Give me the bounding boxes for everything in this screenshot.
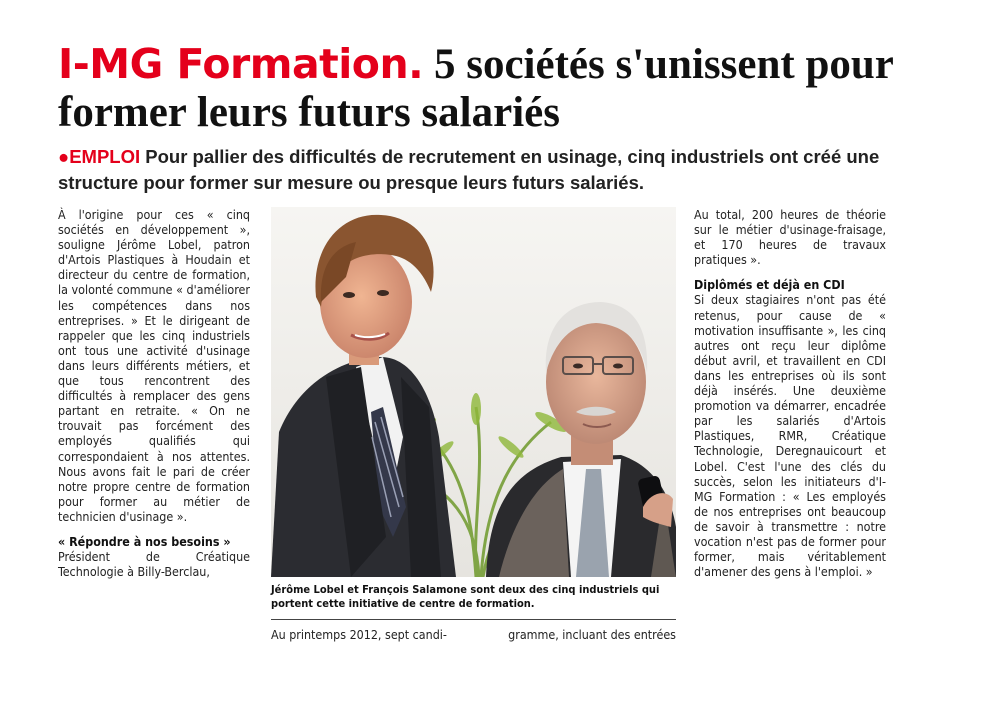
column2-bottom-right: gramme, incluant des entrées [508,627,676,642]
article-lead [58,144,888,196]
caption-divider [271,619,676,620]
lead-text: Pour pallier des difficultés de recrutement en usinage, cinq industriels ont créé une structure pour former sur mesure ou presque leurs futurs salariés. [58,146,880,193]
text-column-2-bottom [271,627,676,642]
lead-kicker: EMPLOI [69,146,141,167]
column1-subhead: « Répondre à nos besoins » [58,533,231,549]
column3-subhead: Diplômés et déjà en CDI [694,277,845,293]
column1-paragraph-2: Président de Créatique Technologie à Billy-Berclau, [58,549,250,580]
text-column-1 [58,207,250,579]
article-headline [58,40,958,137]
headline-brand: I-MG Formation. [58,40,424,88]
column3-paragraph-2: Si deux stagiaires n'ont pas été retenus, pour cause de « motivation insuffisante », les cinq autres ont reçu leur diplôme début avril, et travaillent en CDI dans les entreprises où ils sont déjà insérés. Une deuxième promotion va démarrer, encadrée par les salariés d'Artois Plastiques, RMR, Créatique Technologie, Deregnauicourt et Lobel. C'est l'une des clés du succès, selon les initiateurs d'I-MG Formation : « Les employés de nos entreprises ont beaucoup de savoir à transmettre : notre vocation n'est pas de former pour former, mais véritablement d'amener des gens à l'emploi. » [694,292,886,580]
column3-paragraph: Au total, 200 heures de théorie sur le métier d'usinage-fraisage, et 170 heures de travaux pratiques ». [694,207,886,268]
headline-text: 5 sociétés s'unissent pour former leurs futurs salariés [58,41,894,136]
photo-caption: Jérôme Lobel et François Salamone sont deux des cinq industriels qui portent cette initiative de centre de formation. [271,583,660,610]
text-column-3 [694,207,886,579]
article-photo [271,207,676,577]
column2-bottom-left: Au printemps 2012, sept candi- [271,627,447,642]
bullet-icon: ● [58,146,70,167]
column1-paragraph: À l'origine pour ces « cinq sociétés en développement », souligne Jérôme Lobel, patron d'Artois Plastiques à Houdain et directeur du centre de formation, la volonté commune « d'améliorer les compétences dans nos entreprises. » Et le dirigeant de rappeler que les cinq industriels ont tous une activité d'usinage dans leurs différents métiers, et que tous rencontrent des difficultés à remplacer des gens partant en retraite. « On ne trouvait pas forcément des employés qualifiés qui correspondaient à nos attentes. Nous avons fait le pari de créer notre propre centre de formation pour former au métier de technicien d'usinage ». [58,207,250,524]
photo-illustration [271,207,676,577]
